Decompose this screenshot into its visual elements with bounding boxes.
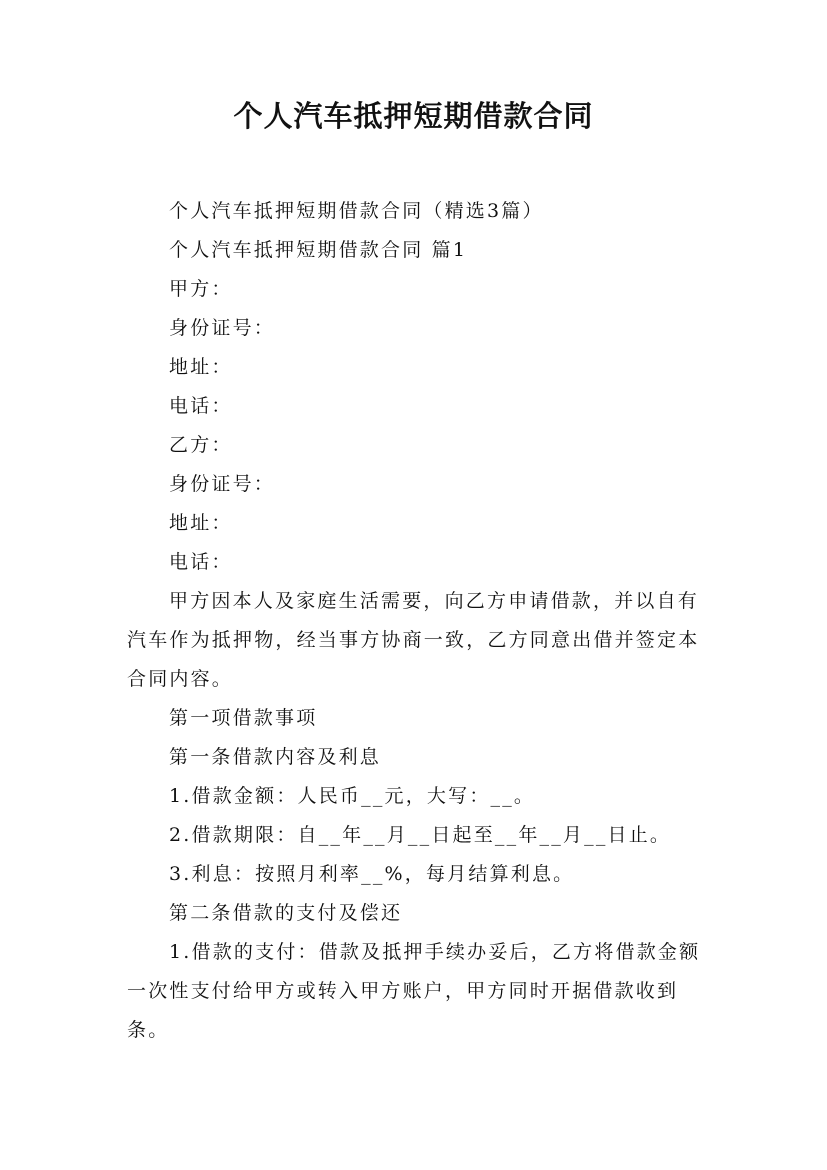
- paragraph-preamble: 甲方因本人及家庭生活需要，向乙方申请借款，并以自有汽车作为抵押物，经当事方协商一致，乙方同意出借并签定本合同内容。: [127, 590, 700, 690]
- paragraph-party-b: 乙方：: [169, 434, 233, 456]
- paragraph-loan-payment: 1.借款的支付：借款及抵押手续办妥后，乙方将借款金额一次性支付给甲方或转入甲方账户，甲方同时开据借款收到条。: [127, 941, 701, 1041]
- paragraph-party-a-phone: 电话：: [169, 395, 233, 417]
- paragraph-party-b-phone: 电话：: [169, 551, 233, 573]
- paragraph-party-a-address: 地址：: [169, 356, 233, 378]
- paragraph-party-a: 甲方：: [169, 278, 233, 300]
- paragraph-loan-amount: 1.借款金额：人民币__元，大写：__。: [169, 785, 536, 807]
- paragraph-party-b-address: 地址：: [169, 512, 233, 534]
- paragraph-article-two-heading: 第二条借款的支付及偿还: [169, 902, 403, 924]
- paragraph-subtitle: 个人汽车抵押短期借款合同（精选3篇）: [169, 200, 544, 222]
- document-title: 个人汽车抵押短期借款合同: [233, 99, 594, 133]
- paragraph-section-heading: 个人汽车抵押短期借款合同 篇1: [169, 239, 468, 261]
- paragraph-interest: 3.利息：按照月利率__%，每月结算利息。: [169, 863, 575, 885]
- paragraph-loan-term: 2.借款期限：自__年__月__日起至__年__月__日止。: [169, 824, 672, 846]
- paragraph-article-one-heading: 第一条借款内容及利息: [169, 746, 382, 768]
- document-body: [127, 192, 707, 1050]
- paragraph-party-a-id: 身份证号：: [169, 317, 276, 339]
- paragraph-party-b-id: 身份证号：: [169, 473, 276, 495]
- paragraph-item-one-heading: 第一项借款事项: [169, 707, 318, 729]
